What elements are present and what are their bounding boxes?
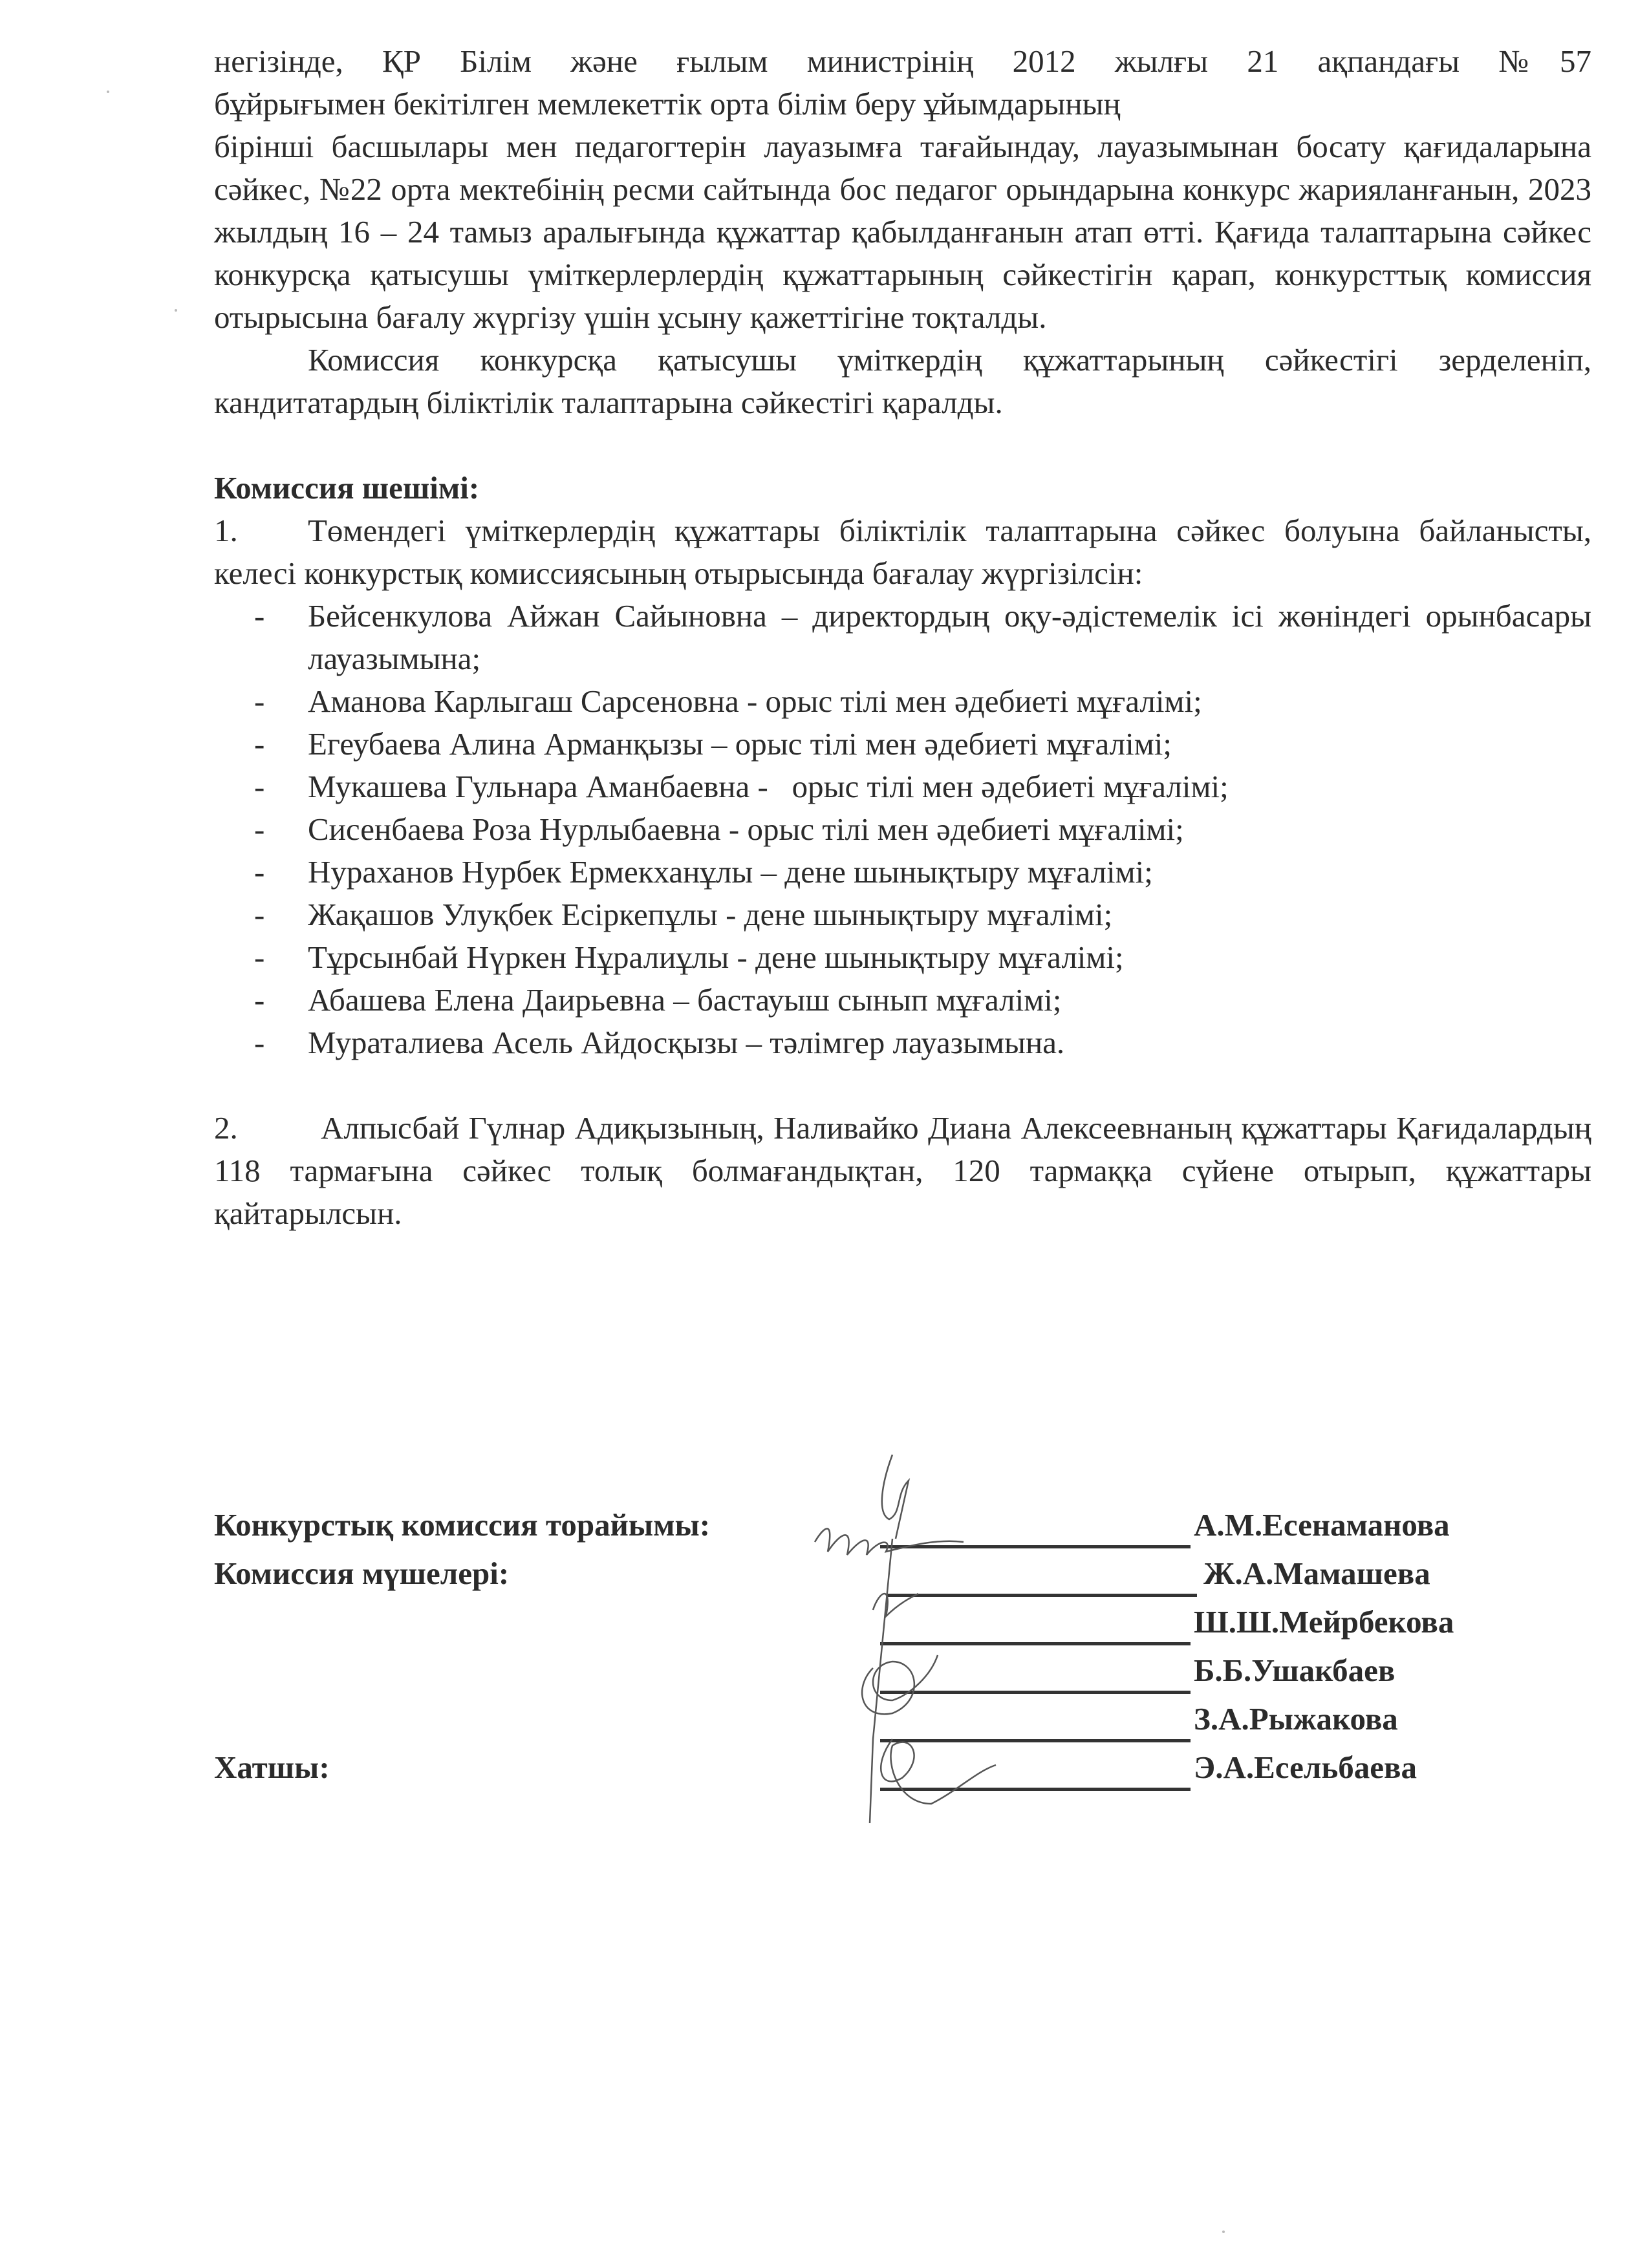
scan-speck [107, 91, 109, 93]
list-item [214, 1022, 1591, 1064]
item-number: 1. [214, 513, 238, 548]
bullet-dash: - [254, 982, 265, 1018]
signature-mark [862, 1655, 938, 1714]
candidate-text: Бейсенкулова Айжан Сайыновна – директордың оқу-әдістемелік ісі жөніндегі орынбасары лауазымына; [308, 598, 1591, 676]
signature-mark [815, 1528, 964, 1555]
list-item [214, 595, 1591, 680]
signature-mark [882, 1455, 909, 1539]
intro-line-2: бұйрығымен бекітілген мемлекеттік орта білім беру ұйымдарының [214, 86, 1121, 122]
signatory-name: Б.Б.Ушакбаев [1194, 1653, 1396, 1688]
bullet-dash: - [254, 897, 265, 932]
item-1-text: Төмендегі үміткерлердің құжаттары біліктілік талаптарына сәйкес болуына байланысты, келесі конкурстық комиссиясының отырысында бағалау жүргізілсін: [214, 513, 1591, 591]
candidate-text: Жақашов Улуқбек Есіркепұлы - дене шынықтыру мұғалімі; [308, 897, 1113, 932]
candidate-list [214, 595, 1591, 1064]
signatory-name: Ш.Ш.Мейрбекова [1194, 1604, 1454, 1640]
candidate-text: Мукашева Гульнара Аманбаевна - орыс тілі мен әдебиеті мұғалімі; [308, 769, 1229, 804]
bullet-dash: - [254, 598, 265, 634]
item-number: 2. [214, 1110, 238, 1146]
decision-heading: Комиссия шешімі: [214, 470, 480, 506]
list-item [214, 979, 1591, 1022]
list-item [214, 936, 1591, 979]
intro-paragraph: бірінші басшылары мен педагогтерін лауазымға тағайындау, лауазымынан босату қағидаларына сәйкес, №22 орта мектебінің ресми сайтында бос педагог орындарына конкурс жарияланғанын, 2023 жылдың 16 – 24 тамыз аралығында құжаттар қабылданғанын атап өтті. Қағида талаптарына сәйкес конкурсқа қатысушы үміткерлерлердің құжаттарының сәйкестігін қарап, конкурсттық комиссия отырысына бағалу жүргізу үшін ұсыну қажеттігіне тоқталды. [214, 129, 1591, 335]
candidate-text: Абашева Елена Даирьевна – бастауыш сынып мұғалімі; [308, 982, 1062, 1018]
decision-item-1 [214, 509, 1591, 595]
candidate-text: Сисенбаева Роза Нурлыбаевна - орыс тілі мен әдебиеті мұғалімі; [308, 811, 1184, 847]
signatory-name: А.М.Есенаманова [1194, 1507, 1450, 1543]
signatory-name: Э.А.Есельбаева [1194, 1749, 1417, 1785]
bullet-dash: - [254, 726, 265, 762]
bullet-dash: - [254, 811, 265, 847]
list-item [214, 893, 1591, 936]
handwritten-signatures [763, 1442, 1022, 1830]
signature-role: Конкурстық комиссия торайымы: [214, 1507, 711, 1543]
bullet-dash: - [254, 939, 265, 975]
item-2-text: Алпысбай Гүлнар Адиқызының, Наливайко Диана Алексеевнаның құжаттары Қағидалардың 118 тармағына сәйкес толық болмағандықтан, 120 тармаққа сүйене отырып, құжаттары қайтарылсын. [214, 1110, 1591, 1231]
signatory-name: З.А.Рыжакова [1194, 1701, 1398, 1737]
intro-line-1: негізінде, ҚР Білім және ғылым министрінің 2012 жылғы 21 ақпандағы №57 [214, 43, 1591, 79]
candidate-text: Егеубаева Алина Арманқызы – орыс тілі мен әдебиеті мұғалімі; [308, 726, 1172, 762]
signature-role: Хатшы: [214, 1749, 330, 1785]
candidate-text: Аманова Карлыгаш Сарсеновна - орыс тілі мен әдебиеті мұғалімі; [308, 683, 1202, 719]
bullet-dash: - [254, 683, 265, 719]
list-item [214, 851, 1591, 893]
signature-role: Комиссия мүшелері: [214, 1556, 510, 1591]
signature-mark [873, 1594, 918, 1616]
list-item [214, 765, 1591, 808]
candidate-text: Мураталиева Асель Айдосқызы – тәлімгер лауазымына. [308, 1025, 1065, 1060]
document-body [214, 40, 1591, 1235]
bullet-dash: - [254, 1025, 265, 1060]
list-item [214, 723, 1591, 765]
scan-speck [1222, 2231, 1225, 2233]
commission-paragraph: Комиссия конкурсқа қатысушы үміткердің құжаттарының сәйкестігі зерделеніп, кандитатардың біліктілік талаптарына сәйкестігі қаралды. [214, 342, 1591, 420]
list-item [214, 680, 1591, 723]
scan-speck [175, 309, 177, 312]
decision-item-2 [214, 1107, 1591, 1235]
bullet-dash: - [254, 769, 265, 804]
candidate-text: Нураханов Нурбек Ермекханұлы – дене шынықтыру мұғалімі; [308, 854, 1153, 890]
signature-mark [881, 1739, 996, 1804]
list-item [214, 808, 1591, 851]
bullet-dash: - [254, 854, 265, 890]
candidate-text: Тұрсынбай Нүркен Нұралиұлы - дене шынықтыру мұғалімі; [308, 939, 1124, 975]
signatory-name: Ж.А.Мамашева [1203, 1556, 1430, 1591]
